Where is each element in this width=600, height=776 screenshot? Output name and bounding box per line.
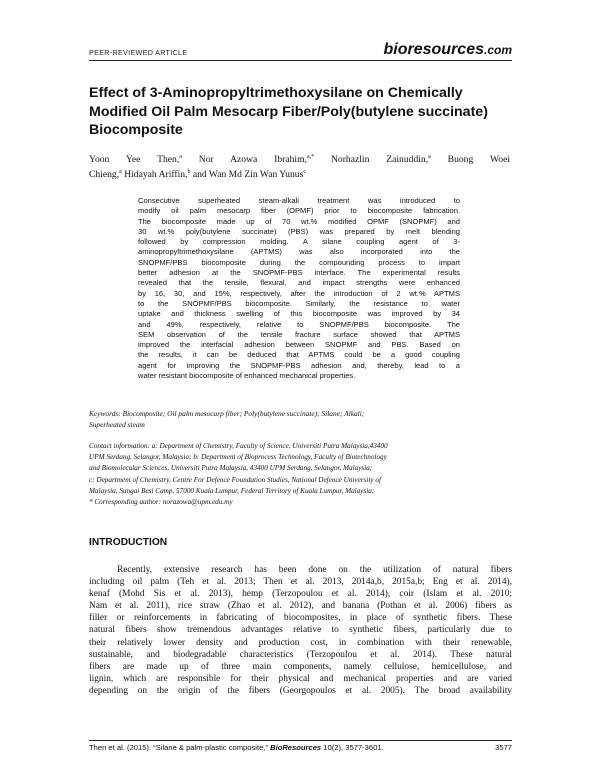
- article-title: Effect of 3-Aminopropyltrimethoxysilane on Chemically Modified Oil Palm Mesocarp Fiber/Poly(butylene succinate) Biocomposite: [89, 85, 488, 138]
- section-heading-introduction: INTRODUCTION: [89, 537, 168, 548]
- affiliation-mark: a: [179, 153, 182, 160]
- abstract-line: to the SNOPMF/PBS biocomposite. Similarly, the resistance to water: [138, 298, 460, 308]
- abstract-line: improved the interfacial adhesion between SNOPMF and PBS. Based on: [138, 340, 460, 350]
- affiliation-mark: a: [119, 168, 122, 175]
- author-name: Nor Azowa Ibrahim,: [181, 154, 307, 165]
- contact-line: UPM Serdang, Selangor, Malaysia; b: Department of Bioprocess Technology, Faculty of Biotechnology: [89, 453, 387, 462]
- affiliation-mark: c: [303, 168, 306, 175]
- author-name: Buong Woei: [430, 154, 510, 165]
- keywords: [89, 408, 510, 430]
- body-line: filler or reinforcements in fabricating of biocomposites, in place of synthetic fibers. These: [89, 613, 512, 624]
- page-number: 3577: [495, 743, 512, 752]
- contact-information: [89, 441, 512, 508]
- author-name: Hidayah Ariffin,: [121, 169, 188, 180]
- journal-name: BioResources: [270, 743, 322, 752]
- contact-line: Malaysia, Sungai Besi Camp, 57000 Kuala Lumpur, Federal Territory of Kuala Lumpur, Malaysia;: [89, 486, 375, 495]
- brand-suffix: .com: [483, 43, 512, 57]
- page-footer: [89, 740, 512, 752]
- journal-brand[interactable]: [384, 41, 513, 59]
- body-line: lignin, which are responsible for their physical and mechanical properties and are varied: [89, 673, 512, 684]
- body-line: Nam et al. 2011), rice straw (Zhao et al. 2012), and banana (Pothan et al. 2006) fibers as: [89, 601, 512, 612]
- body-line: their relatively lower density and production cost, in combination with their renewable,: [89, 637, 512, 648]
- citation-volume: 10(2), 3577-3601.: [323, 743, 384, 752]
- author-line-1: [89, 152, 510, 167]
- abstract-line: SEM observation of the tensile fracture surface showed that APTMS: [138, 329, 460, 339]
- footer-citation: [89, 743, 384, 752]
- abstract-line: water resistant biocomposite of enhanced mechanical properties.: [138, 371, 356, 381]
- abstract: [138, 196, 460, 381]
- abstract-line: and 49%, respectively, relative to SNOPMF/PBS biocomposite. The: [138, 319, 460, 329]
- abstract-line: by 16, 30, and 15%, respectively, after the introduction of 2 wt.% APTMS: [138, 288, 460, 298]
- abstract-line: revealed that the tensile, flexural, and impact strengths were enhanced: [138, 278, 460, 288]
- author-name: Chieng,: [89, 169, 120, 180]
- abstract-line: better adhesion at the SNOPMF-PBS interface. The experimental results: [138, 268, 460, 278]
- journal-header: [89, 40, 512, 61]
- author-name: Yoon Yee Then,: [89, 154, 180, 165]
- author-list: [89, 152, 510, 182]
- keywords-line: Superheated steam: [89, 420, 145, 429]
- body-line: fibers are made up of three main components, namely cellulose, hemicellulose, and: [89, 661, 512, 672]
- body-line: Recently, extensive research has been done on the utilization of natural fibers: [117, 565, 512, 575]
- body-line: sustainable, and biodegradable characteristics (Terzopoulou et al. 2014). These natural: [89, 649, 512, 660]
- abstract-line: Consecutive superheated steam-alkali treatment was introduced to: [138, 196, 460, 205]
- abstract-line: agent for improving the SNOPMF-PBS adhesion and, thereby, lead to a: [138, 360, 460, 370]
- author-name: and Wan Md Zin Wan Yunus: [190, 169, 304, 180]
- body-line: depending on the origin of the fibers (Georgopoulos et al. 2005). The broad availability: [89, 685, 512, 696]
- contact-line: Contact information: a: Department of Chemistry, Faculty of Science, Universiti Putra Malaysia,43400: [89, 442, 388, 450]
- abstract-line: uptake and thickness swelling of this biocomposite was improved by 34: [138, 309, 460, 319]
- contact-line: and Biomolecular Sciences, Universiti Putra Malaysia, 43400 UPM Serdang, Selangor, Malaysia;: [89, 464, 373, 473]
- corresponding-author[interactable]: * Corresponding author: norazowa@upm.edu.my: [89, 498, 233, 507]
- keywords-line: Keywords: Biocomposite; Oil palm mesocarp fiber; Poly(butylene succinate); Silane; Alkali;: [89, 409, 365, 418]
- body-line: kenaf (Mohd Sis et al. 2013), hemp (Terzopoulou et al. 2014), coir (Islam et al. 2010;: [89, 589, 512, 600]
- body-line: including oil palm (Teh et al. 2013; Then et al. 2013, 2014a,b, 2015a,b; Eng et al. 2014),: [89, 577, 512, 588]
- peer-reviewed-label: PEER-REVIEWED ARTICLE: [89, 48, 188, 57]
- abstract-line: followed by compression molding. A silane coupling agent of 3-: [138, 237, 460, 247]
- affiliation-mark: a,*: [306, 153, 315, 160]
- abstract-line: the results, it can be deduced that APTMS could be a good coupling: [138, 350, 460, 360]
- author-name: Norhazlin Zainuddin,: [314, 154, 429, 165]
- affiliation-mark: b: [187, 168, 191, 175]
- affiliation-mark: a: [428, 153, 431, 160]
- abstract-line: 30 wt.% poly(butylene succinate) (PBS) was prepared by melt blending: [138, 226, 460, 236]
- citation-text: Then et al. (2015). “Silane & palm-plastic composite,”: [89, 743, 268, 752]
- brand-main: bioresources: [383, 41, 484, 58]
- contact-line: c: Department of Chemistry, Centre For Defence Foundation Studies, National Defence University of: [89, 475, 381, 484]
- abstract-line: aminopropyltrimethoxysilane (APTMS) was also incorporated into the: [138, 247, 460, 257]
- abstract-line: SNOPMF/PBS biocomposite during the compounding process to impart: [138, 257, 460, 267]
- introduction-body: [89, 564, 512, 697]
- abstract-line: The biocomposite made up of 70 wt.% modified OPMF (SNOPMF) and: [138, 216, 460, 226]
- body-line: natural fibers show tremendous advantages relative to synthetic fibers, particularly due to: [89, 625, 512, 636]
- author-line-2: [89, 167, 510, 182]
- abstract-line: modify oil palm mesocarp fiber (OPMF) prior to biocomposite fabrication.: [138, 206, 460, 216]
